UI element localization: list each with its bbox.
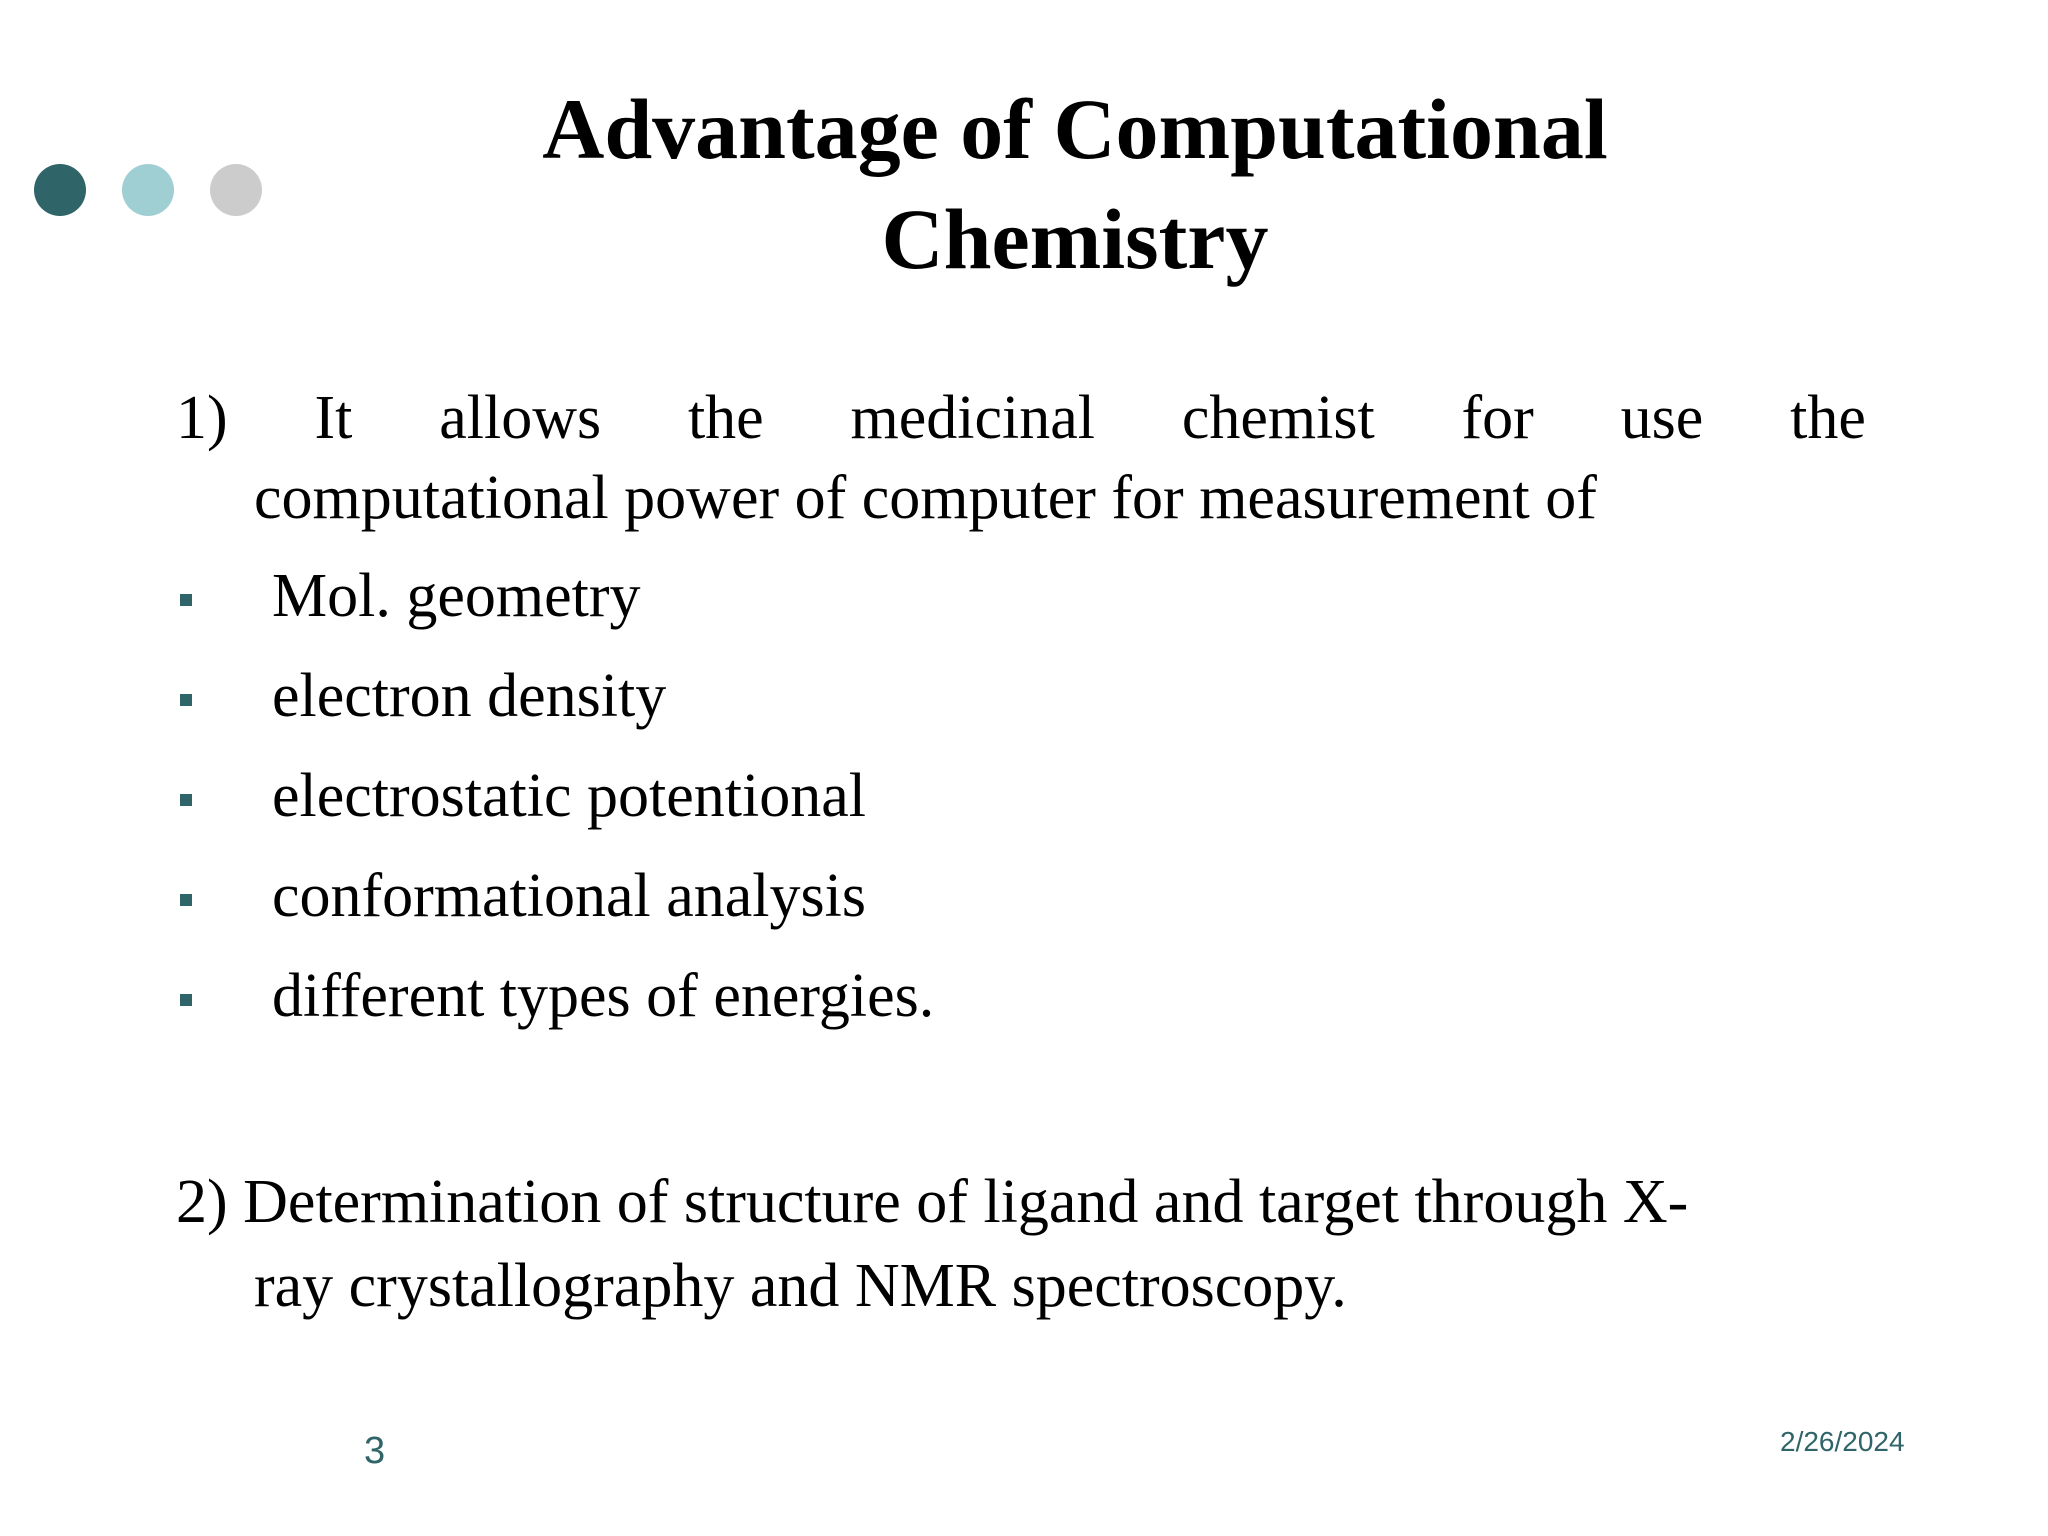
- list-item: [176, 856, 1866, 956]
- list-item: [176, 756, 1866, 856]
- list-item: [176, 556, 1866, 656]
- point-1: [176, 378, 1866, 538]
- slide-number: 3: [364, 1430, 386, 1472]
- decorative-dots: [34, 164, 274, 218]
- bullet-list: [176, 556, 1866, 1056]
- bullet-square-icon: [180, 894, 192, 906]
- bullet-square-icon: [180, 694, 192, 706]
- word: It: [314, 384, 353, 452]
- point-2-line2: ray crystallography and NMR spectroscopy.: [254, 1252, 1347, 1320]
- word: the: [1790, 384, 1866, 452]
- bullet-square-icon: [180, 994, 192, 1006]
- slide-title-line2: Chemistry: [881, 191, 1269, 287]
- point-2: [176, 1160, 1876, 1328]
- point-1-line2: computational power of computer for measurement of: [254, 464, 1597, 532]
- bullet-square-icon: [180, 794, 192, 806]
- list-item-text: electrostatic potentional: [272, 762, 866, 830]
- word: for: [1461, 384, 1534, 452]
- word: chemist: [1181, 384, 1375, 452]
- slide-title-line1: Advantage of Computational: [542, 81, 1608, 177]
- decorative-dot-light-icon: [122, 164, 174, 216]
- slide-body: [176, 378, 1866, 1056]
- bullet-square-icon: [180, 594, 192, 606]
- word: the: [687, 384, 764, 452]
- point-2-line1: 2) Determination of structure of ligand and target through X-: [176, 1168, 1689, 1236]
- word: use: [1620, 384, 1704, 452]
- list-item: [176, 656, 1866, 756]
- point-1-line1: [176, 378, 1866, 458]
- word: 1): [176, 384, 228, 452]
- list-item: [176, 956, 1866, 1056]
- word: medicinal: [850, 384, 1095, 452]
- list-item-text: different types of energies.: [272, 962, 935, 1030]
- word: allows: [439, 384, 602, 452]
- decorative-dot-gray-icon: [210, 164, 262, 216]
- list-item-text: conformational analysis: [272, 862, 866, 930]
- slide-date: 2/26/2024: [1780, 1426, 1905, 1457]
- slide-title: [400, 74, 1750, 294]
- list-item-text: electron density: [272, 662, 667, 730]
- decorative-dot-dark-icon: [34, 164, 86, 216]
- list-item-text: Mol. geometry: [272, 562, 641, 630]
